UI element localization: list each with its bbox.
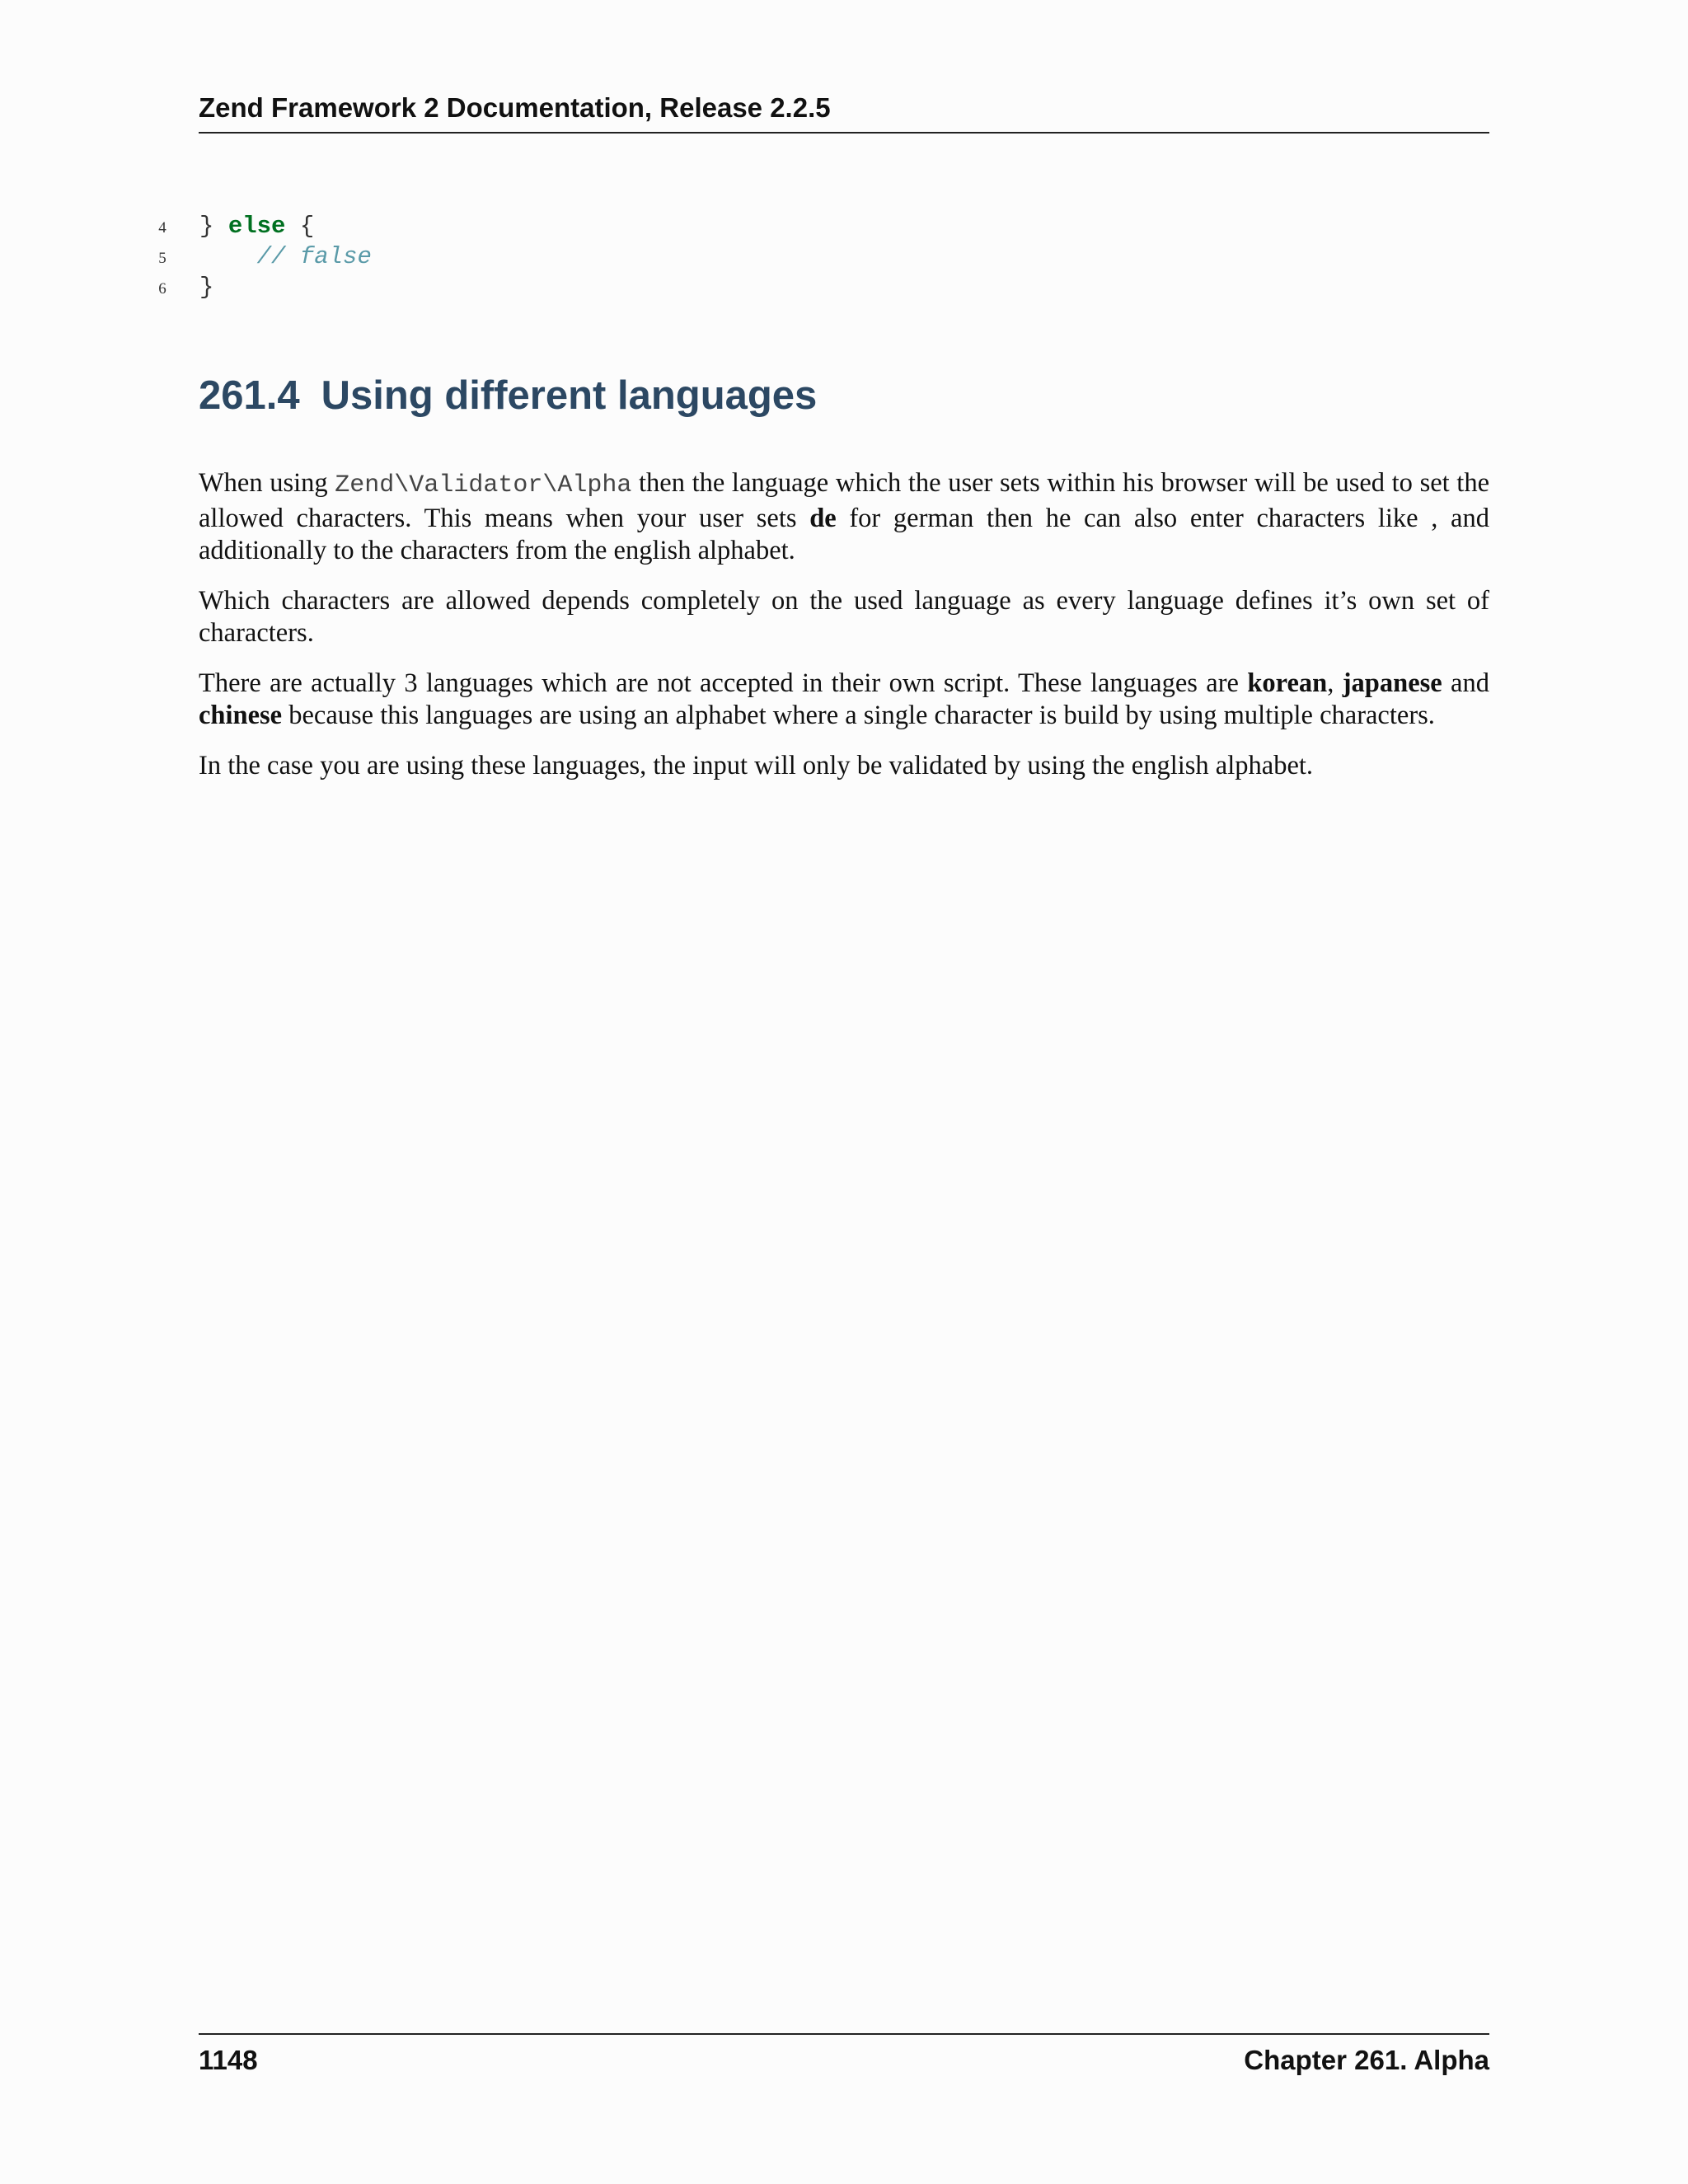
bold-term: de (809, 503, 837, 533)
page-number: 1148 (199, 2045, 258, 2075)
page-footer (199, 2033, 1489, 2084)
document-title: Zend Framework 2 Documentation, Release 2.2.5 (199, 92, 831, 123)
text-run: for german then he can also enter characters like , and additionally to the characters from the english alphabet. (199, 503, 1489, 565)
code-token: } (199, 213, 228, 240)
paragraph: Which characters are allowed depends completely on the used language as every language defines it’s own set of characters. (199, 585, 1489, 648)
text-run: and (1442, 668, 1489, 698)
chapter-label: Chapter 261. Alpha (1244, 2045, 1489, 2075)
bold-term: chinese (199, 701, 283, 730)
code-block (152, 211, 1489, 302)
code-comment: // false (256, 243, 372, 270)
code-text (199, 241, 372, 272)
section-heading (199, 373, 817, 419)
line-number: 6 (158, 280, 166, 298)
section-body (199, 467, 1489, 799)
text-run: When using (199, 468, 335, 498)
code-text (199, 272, 213, 302)
inline-code: Zend\Validator\Alpha (335, 471, 632, 499)
line-number: 5 (158, 250, 166, 267)
code-line (152, 272, 1489, 302)
code-token: { (285, 213, 315, 240)
bold-term: japanese (1342, 668, 1442, 698)
text-run: , (1327, 668, 1343, 698)
code-line (152, 211, 1489, 241)
page-header (199, 89, 1489, 134)
paragraph (199, 467, 1489, 568)
paragraph (199, 668, 1489, 733)
text-run: because this languages are using an alphabet where a single character is build by using multiple characters. (282, 701, 1435, 730)
bold-term: korean (1247, 668, 1328, 698)
code-keyword: else (227, 213, 286, 240)
code-token: } (199, 274, 214, 301)
paragraph: In the case you are using these languages, the input will only be validated by using the english alphabet. (199, 750, 1314, 780)
code-indent (199, 243, 257, 270)
text-run: There are actually 3 languages which are not accepted in their own script. These languages are (199, 668, 1248, 698)
section-title: Using different languages (321, 373, 818, 418)
code-line (152, 241, 1489, 272)
text-run: then the language which the user sets within his browser will be used to set the allowed characters. This means when your user sets (199, 468, 1490, 533)
code-text (199, 211, 314, 241)
section-number: 261.4 (199, 373, 300, 418)
line-number: 4 (158, 219, 166, 237)
